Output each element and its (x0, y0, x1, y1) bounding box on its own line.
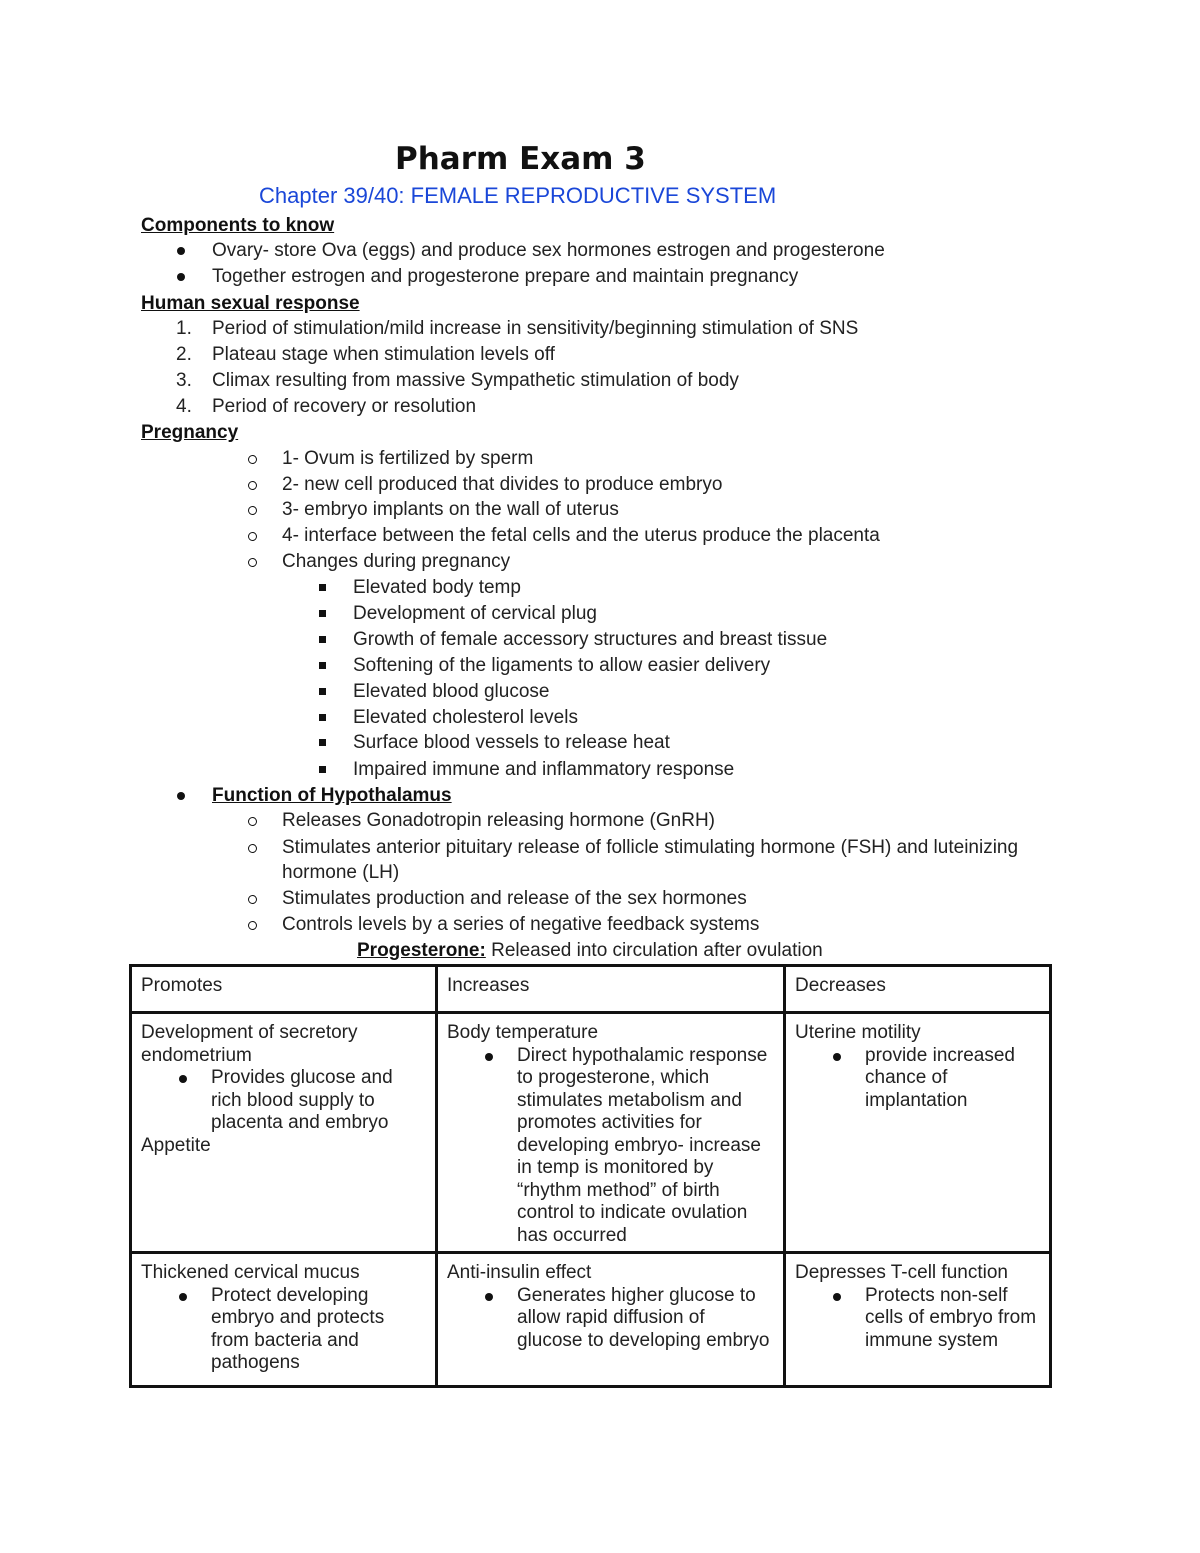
bullet-icon (179, 1075, 187, 1083)
components-heading: Components to know (141, 215, 335, 236)
cell-sub-text: provide increased chance of implantation (865, 1044, 1015, 1111)
bullet-icon (485, 1293, 493, 1301)
table-header-row (131, 966, 1051, 1013)
table-row (131, 1253, 1051, 1387)
page-title: Pharm Exam 3 (395, 141, 646, 177)
circle-bullet-icon (248, 844, 257, 853)
cell-sub-text: Generates higher glucose to allow rapid diffusion of glucose to developing embryo (517, 1284, 770, 1351)
cell-main-text: Body temperature (447, 1022, 599, 1043)
list-item: Ovary- store Ova (eggs) and produce sex hormones estrogen and progesterone (212, 240, 885, 261)
list-item: Period of stimulation/mild increase in sensitivity/beginning stimulation of SNS (212, 318, 859, 339)
square-bullet-icon (319, 714, 326, 721)
chapter-heading: Chapter 39/40: FEMALE REPRODUCTIVE SYSTEM (259, 183, 777, 208)
table-cell (437, 1253, 785, 1387)
square-bullet-icon (319, 739, 326, 746)
cell-main-text: Anti-insulin effect (447, 1262, 592, 1283)
sexual-response-heading: Human sexual response (141, 293, 360, 314)
bullet-icon (177, 792, 185, 800)
bullet-icon (833, 1053, 841, 1061)
cell-sub-item (447, 1045, 775, 1248)
circle-bullet-icon (248, 455, 257, 464)
list-number: 2. (176, 344, 192, 365)
cell-sub-item (795, 1045, 1041, 1113)
circle-bullet-icon (248, 921, 257, 930)
cell-main-text: Uterine motility (795, 1022, 921, 1043)
cell-after-text: Appetite (141, 1134, 211, 1156)
list-item: 2- new cell produced that divides to produce embryo (282, 474, 723, 495)
list-item: Climax resulting from massive Sympathetic stimulation of body (212, 370, 739, 391)
table-cell (785, 1253, 1051, 1387)
list-item: 3- embryo implants on the wall of uterus (282, 499, 619, 520)
table-header-cell: Promotes (131, 966, 437, 1013)
progesterone-label: Progesterone: (357, 940, 486, 961)
cell-main-text: Development of secretory endometrium (141, 1022, 358, 1066)
list-item: Elevated cholesterol levels (353, 707, 578, 728)
cell-sub-item (447, 1285, 775, 1353)
square-bullet-icon (319, 584, 326, 591)
square-bullet-icon (319, 662, 326, 669)
list-item: Surface blood vessels to release heat (353, 732, 670, 753)
hypothalamus-heading: Function of Hypothalamus (212, 785, 452, 806)
cell-sub-item (795, 1285, 1041, 1353)
list-item: Changes during pregnancy (282, 551, 511, 572)
table-header-cell: Increases (437, 966, 785, 1013)
cell-sub-item (141, 1067, 427, 1135)
list-number: 4. (176, 396, 192, 417)
list-number: 1. (176, 318, 192, 339)
cell-main-text: Depresses T-cell function (795, 1262, 1008, 1283)
table-cell (785, 1013, 1051, 1253)
progesterone-table (129, 964, 1052, 1388)
table-cell (131, 1013, 437, 1253)
bullet-icon (179, 1293, 187, 1301)
list-item: Together estrogen and progesterone prepare and maintain pregnancy (212, 266, 799, 287)
list-item-continuation: hormone (LH) (282, 862, 400, 883)
square-bullet-icon (319, 610, 326, 617)
cell-sub-text: Protect developing embryo and protects from bacteria and pathogens (211, 1284, 385, 1373)
list-item: Stimulates anterior pituitary release of follicle stimulating hormone (FSH) and luteinizing (282, 837, 1019, 858)
progesterone-caption (357, 939, 823, 963)
cell-sub-text: Protects non-self cells of embryo from immune system (865, 1284, 1037, 1351)
circle-bullet-icon (248, 817, 257, 826)
cell-sub-text: Provides glucose and rich blood supply to placenta and embryo (211, 1067, 393, 1133)
bullet-icon (485, 1053, 493, 1061)
circle-bullet-icon (248, 481, 257, 490)
table-cell (131, 1253, 437, 1387)
bullet-icon (177, 273, 185, 281)
list-number: 3. (176, 370, 192, 391)
table-cell (437, 1013, 785, 1253)
cell-main-text: Thickened cervical mucus (141, 1262, 360, 1283)
list-item: Development of cervical plug (353, 603, 597, 624)
cell-sub-text: Direct hypothalamic response to progesterone, which stimulates metabolism and promotes activities for developing embryo- increase in temp is monitored by “rhythm method” of birth control to indicate ovulation has occurred (517, 1044, 768, 1246)
table-row (131, 1013, 1051, 1253)
list-item: Releases Gonadotropin releasing hormone (GnRH) (282, 810, 716, 831)
bullet-icon (833, 1293, 841, 1301)
list-item: Period of recovery or resolution (212, 396, 477, 417)
pregnancy-heading: Pregnancy (141, 422, 239, 443)
list-item: Growth of female accessory structures and breast tissue (353, 629, 828, 650)
cell-sub-item (141, 1285, 427, 1375)
list-item: Stimulates production and release of the sex hormones (282, 888, 747, 909)
list-item: Elevated body temp (353, 577, 521, 598)
bullet-icon (177, 247, 185, 255)
list-item: 4- interface between the fetal cells and the uterus produce the placenta (282, 525, 880, 546)
circle-bullet-icon (248, 506, 257, 515)
square-bullet-icon (319, 636, 326, 643)
progesterone-text: Released into circulation after ovulation (485, 940, 823, 961)
circle-bullet-icon (248, 895, 257, 904)
list-item: Controls levels by a series of negative feedback systems (282, 914, 760, 935)
square-bullet-icon (319, 766, 326, 773)
list-item: Softening of the ligaments to allow easier delivery (353, 655, 771, 676)
list-item: Impaired immune and inflammatory response (353, 759, 735, 780)
square-bullet-icon (319, 688, 326, 695)
circle-bullet-icon (248, 532, 257, 541)
circle-bullet-icon (248, 558, 257, 567)
list-item: 1- Ovum is fertilized by sperm (282, 448, 534, 469)
table-header-cell: Decreases (785, 966, 1051, 1013)
list-item: Plateau stage when stimulation levels off (212, 344, 555, 365)
list-item: Elevated blood glucose (353, 681, 550, 702)
